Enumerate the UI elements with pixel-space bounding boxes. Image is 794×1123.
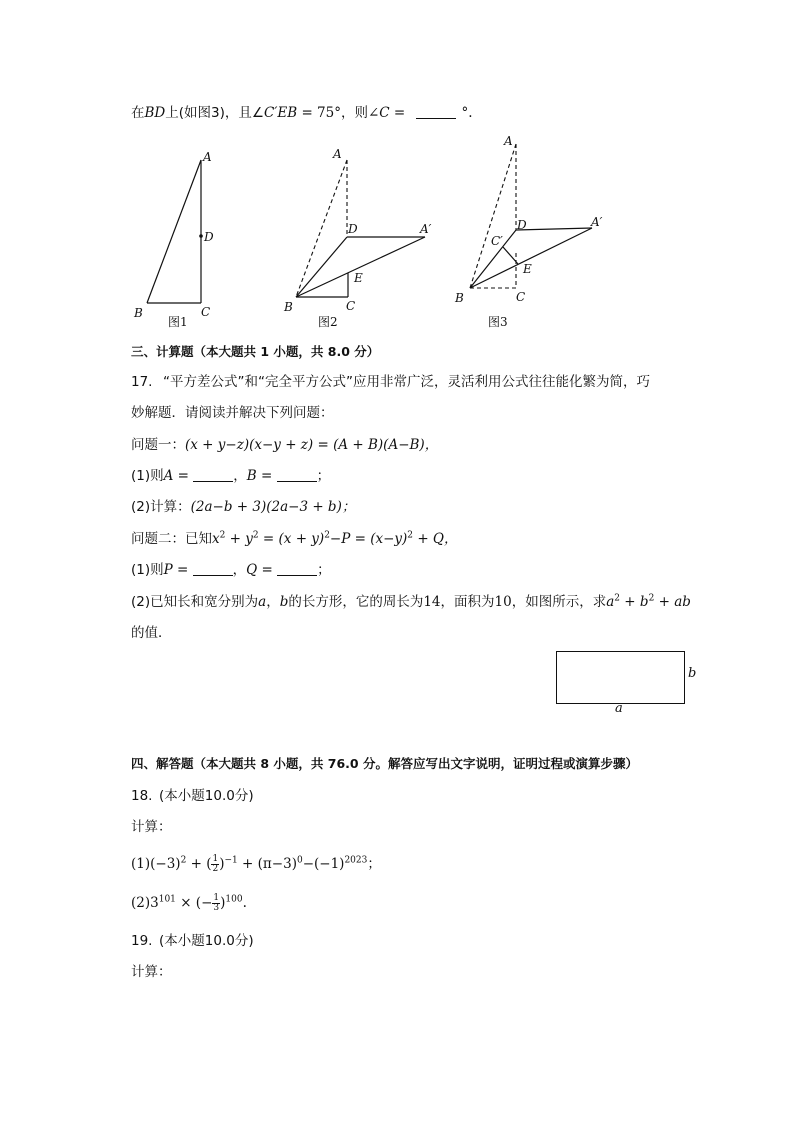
q17-target-expr-b: + b xyxy=(620,594,649,610)
q17-target-sq-1: 2 xyxy=(614,593,621,604)
fig2-label-d: D xyxy=(348,222,358,236)
figure-3 xyxy=(454,134,603,329)
q16-eq: = 75°，则∠ xyxy=(297,105,380,121)
q16-angle-c: C xyxy=(379,105,390,121)
q17-p2-q2-var-b: b xyxy=(279,594,289,610)
q17-p2-q1-end: ； xyxy=(317,562,331,578)
q17-p2-label: 问题二：已知 xyxy=(131,531,212,547)
fig3-label-a: A xyxy=(504,134,513,148)
q18-p1-d: + (π−3) xyxy=(237,856,297,872)
q18-p1-frac-den: 2 xyxy=(212,864,219,874)
q17-problem-1 xyxy=(131,436,438,454)
fig2-label-e: E xyxy=(354,271,363,285)
q17-p2-q1 xyxy=(131,561,331,579)
q16-bd: BD xyxy=(144,105,166,121)
q18-p1-a: (1)(−3) xyxy=(131,856,181,872)
q19-header xyxy=(131,932,254,950)
q19-number: 19. xyxy=(131,933,153,949)
q18-p2-frac-num: 1 xyxy=(213,893,220,903)
q17-p1-q1-end: ； xyxy=(316,468,331,484)
q17-rect-label-a: a xyxy=(615,701,623,716)
q17-p1-q1-sep: ， xyxy=(233,468,247,484)
q18-p1-exp-2: 2 xyxy=(180,855,187,866)
q17-p2-q2-text-a: (2)已知长和宽分别为 xyxy=(131,594,259,610)
q18-p2-exp-100: 100 xyxy=(225,894,243,905)
q16-text-mid: 上(如图3)，且∠ xyxy=(165,105,264,121)
q17-p2-expr-3: = (x + y) xyxy=(258,531,325,547)
q17-p1-q2 xyxy=(131,498,355,516)
q17-p2-q2-text-c: ，面积为 xyxy=(440,594,495,610)
fig1-label-a: A xyxy=(203,150,212,164)
q17-area-value: 10 xyxy=(494,594,512,610)
q17-p2-sq-1: 2 xyxy=(219,530,226,541)
q18-p1-c: ) xyxy=(219,856,225,872)
q16-eq2: = xyxy=(389,105,410,121)
q18-score: (本小题10.0分) xyxy=(159,788,254,804)
fig3-label-e: E xyxy=(523,262,532,276)
fig2-label-a: A xyxy=(333,147,342,161)
q19-label: 计算： xyxy=(131,964,172,980)
q18-label: 计算： xyxy=(131,819,172,835)
q18-p1-b: + ( xyxy=(186,856,212,872)
q17-p2-q2-text-b: 的长方形，它的周长为 xyxy=(288,594,424,610)
q18-p2-d: . xyxy=(242,895,247,911)
q17-rect-label-b: b xyxy=(688,666,697,681)
figure-2 xyxy=(283,147,432,329)
q17-p1-q1 xyxy=(131,467,330,485)
q18-p2-exp-101: 101 xyxy=(158,894,176,905)
q18-part-1 xyxy=(131,855,381,874)
q16-figures xyxy=(0,125,794,345)
q18-p1-exp-2023: 2023 xyxy=(344,855,368,866)
figure-1 xyxy=(133,150,214,329)
q17-blank-a[interactable] xyxy=(193,467,233,482)
q17-problem-2 xyxy=(131,530,458,548)
q18-part-2 xyxy=(131,894,247,913)
q18-p1-frac-num: 1 xyxy=(212,854,219,864)
q18-p1-exp-0: 0 xyxy=(296,855,303,866)
q18-number: 18. xyxy=(131,788,153,804)
section-4-heading: 四、解答题（本大题共 8 小题，共 76.0 分。解答应写出文字说明，证明过程或演算步骤） xyxy=(131,756,638,771)
q18-p2-frac-den: 3 xyxy=(213,903,220,913)
q18-header xyxy=(131,787,254,805)
q17-number: 17. xyxy=(131,374,153,390)
q16-angle-ceb: C′EB xyxy=(263,105,298,121)
q18-p2-fraction xyxy=(212,894,220,913)
q17-p1-q2-expr: (2a−b + 3)(2a−3 + b)； xyxy=(190,499,356,515)
fig3-label-c-prime: C′ xyxy=(491,234,503,248)
fig2-label-a-prime: A′ xyxy=(420,222,432,236)
q16-degree: °. xyxy=(461,105,473,121)
q17-intro-1: “平方差公式”和“完全平方公式”应用非常广泛，灵活利用公式往往能化繁为简，巧 xyxy=(163,374,650,390)
q18-p1-f: ； xyxy=(367,856,381,872)
q17-perimeter-value: 14 xyxy=(423,594,441,610)
q16-tail-line xyxy=(131,104,473,122)
q18-p1-e: −(−1) xyxy=(302,856,345,872)
q16-text: 在 xyxy=(131,105,145,121)
fig3-label-a-prime: A′ xyxy=(591,215,603,229)
q17-p2-q1-prefix: (1)则 xyxy=(131,562,164,578)
q17-p1-label: 问题一： xyxy=(131,437,185,453)
fig2-label-c: C xyxy=(346,299,356,313)
q17-intro-line-2: 妙解题．请阅读并解决下列问题： xyxy=(131,405,334,421)
q17-p2-q2-var-a: a xyxy=(258,594,267,610)
q17-p2-q2-end: 的值． xyxy=(131,625,172,641)
q17-p2-q1-p: P = xyxy=(163,562,193,578)
q17-target-expr-c: + ab xyxy=(654,594,691,610)
q17-p1-expr: (x + y−z)(x−y + z) = (A + B)(A−B)， xyxy=(185,437,439,453)
q17-p2-sq-3: 2 xyxy=(324,530,330,541)
fig3-label-d: D xyxy=(517,218,527,232)
q17-p2-sq-4: 2 xyxy=(407,530,414,541)
q17-p2-q2-text-d: ，如图所示，求 xyxy=(511,594,607,610)
q17-p1-q2-label: (2)计算： xyxy=(131,499,191,515)
q17-p2-q1-q: Q = xyxy=(246,562,278,578)
q17-p2-expr-4: −P = (x−y) xyxy=(329,531,408,547)
fig3-label-b: B xyxy=(455,291,464,305)
q17-p2-expr-5: + Q， xyxy=(413,531,458,547)
q17-blank-q[interactable] xyxy=(277,561,317,576)
q18-p2-c: ) xyxy=(220,895,226,911)
fig1-label-d: D xyxy=(204,230,214,244)
q17-p1-q1-prefix: (1)则 xyxy=(131,468,164,484)
q17-p1-q1-b: B = xyxy=(246,468,277,484)
q17-p2-expr: x xyxy=(212,531,220,547)
q18-p2-b: × (− xyxy=(175,895,213,911)
fig2-caption: 图2 xyxy=(318,315,338,329)
q18-p2-a: (2)3 xyxy=(131,895,159,911)
section-3-heading: 三、计算题（本大题共 1 小题，共 8.0 分） xyxy=(131,344,380,359)
q17-p2-q2-sep: ， xyxy=(266,594,280,610)
q17-blank-p[interactable] xyxy=(193,561,233,576)
fig1-label-c: C xyxy=(201,305,211,319)
fig3-label-c: C xyxy=(516,290,526,304)
fig1-caption: 图1 xyxy=(168,315,188,329)
q17-p2-q1-sep: ， xyxy=(232,562,247,578)
q17-rectangle-figure xyxy=(556,651,685,704)
fig3-caption: 图3 xyxy=(488,315,508,329)
q19-score: (本小题10.0分) xyxy=(159,933,254,949)
q17-p1-q1-a: A = xyxy=(163,468,194,484)
fig1-label-b: B xyxy=(134,306,143,320)
q17-p2-expr-2: + y xyxy=(225,531,253,547)
q17-p2-sq-2: 2 xyxy=(252,530,259,541)
q17-target-expr: a xyxy=(606,594,615,610)
q18-p1-exp-neg1: −1 xyxy=(224,855,238,866)
q16-answer-blank[interactable] xyxy=(416,104,456,119)
fig2-label-b: B xyxy=(284,300,293,314)
q17-target-sq-2: 2 xyxy=(648,593,655,604)
q17-blank-b[interactable] xyxy=(277,467,317,482)
q17-p2-q2 xyxy=(131,593,691,611)
q17-intro-line-1 xyxy=(131,373,650,391)
